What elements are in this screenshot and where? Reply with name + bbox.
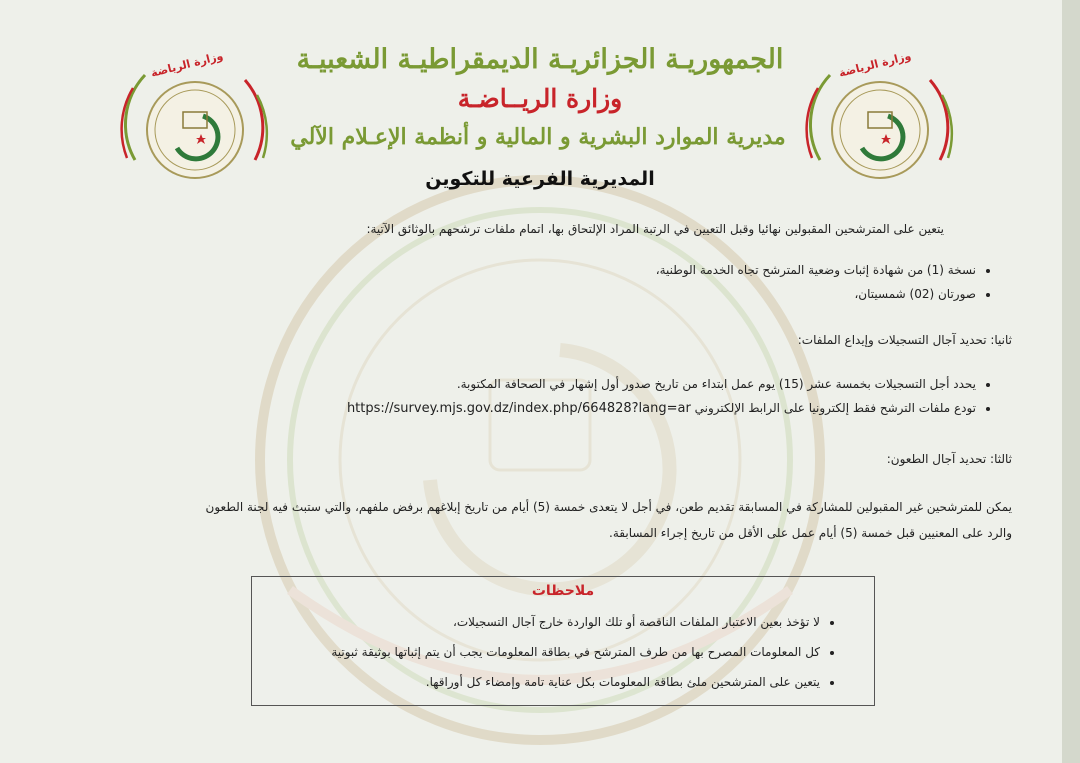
emblem-right-label: وزارة الرياضة bbox=[837, 49, 913, 80]
list-item: • نسخة (1) من شهادة إثبات وضعية المترشح تجاه الخدمة الوطنية، bbox=[276, 258, 976, 282]
documents-list bbox=[276, 258, 1002, 306]
list-item: • كل المعلومات المصرح بها من طرف المترشح في بطاقة المعلومات يجب أن يتم إثباتها بوثيقة ثبوتية bbox=[260, 637, 820, 667]
intro-text: يتعين على المترشحين المقبولين نهائيا وقبل التعيين في الرتبة المراد الإلتحاق بها، اتمام ملفات ترشحهم بالوثائق الآتية: bbox=[366, 222, 944, 236]
list-item: • يحدد أجل التسجيلات بخمسة عشر (15) يوم عمل ابتداء من تاريخ صدور أول إشهار في الصحافة المكتوبة. bbox=[216, 372, 976, 396]
republic-title: الجمهوريـة الجزائريـة الديمقراطيـة الشعبيـة bbox=[296, 44, 784, 75]
ministry-title: وزارة الريــاضـة bbox=[457, 84, 623, 113]
list-item bbox=[216, 396, 976, 421]
survey-link[interactable]: https://survey.mjs.gov.dz/index.php/664828?lang=ar bbox=[346, 401, 691, 416]
emblem-left-label: وزارة الرياضة bbox=[149, 49, 225, 80]
appeals-line-1: يمكن للمترشحين غير المقبولين للمشاركة في المسابقة تقديم طعن، في أجل لا يتعدى خمسة (5) أيام من تاريخ إبلاغهم برفض ملفهم، والتي ستبث فيه لجنة الطعون bbox=[205, 500, 1012, 514]
notes-list bbox=[260, 607, 844, 697]
list-item: • يتعين على المترشحين ملئ بطاقة المعلومات بكل عناية تامة وإمضاء كل أوراقها. bbox=[260, 667, 820, 697]
registration-list bbox=[216, 372, 1002, 421]
submission-text: تودع ملفات الترشح فقط إلكترونيا على الرابط الإلكتروني bbox=[694, 401, 976, 415]
notes-title: ملاحظات bbox=[531, 583, 595, 599]
list-item: • لا تؤخذ بعين الاعتبار الملفات الناقصة أو تلك الواردة خارج آجال التسجيلات، bbox=[260, 607, 820, 637]
directorate-title: مديرية الموارد البشرية و المالية و أنظمة الإعـلام الآلي bbox=[290, 124, 786, 150]
notes-box bbox=[251, 576, 875, 706]
subdirectorate-title: المديرية الفرعية للتكوين bbox=[425, 168, 655, 190]
page-edge bbox=[1062, 0, 1080, 763]
section3-title: ثالثا: تحديد آجال الطعون: bbox=[886, 452, 1012, 466]
appeals-paragraph bbox=[132, 494, 1012, 546]
appeals-line-2: والرد على المعنيين قبل خمسة (5) أيام عمل على الأقل من تاريخ إجراء المسابقة. bbox=[609, 526, 1012, 540]
list-item: • صورتان (02) شمسيتان، bbox=[276, 282, 976, 306]
section2-title: ثانيا: تحديد آجال التسجيلات وإيداع الملفات: bbox=[797, 333, 1012, 347]
